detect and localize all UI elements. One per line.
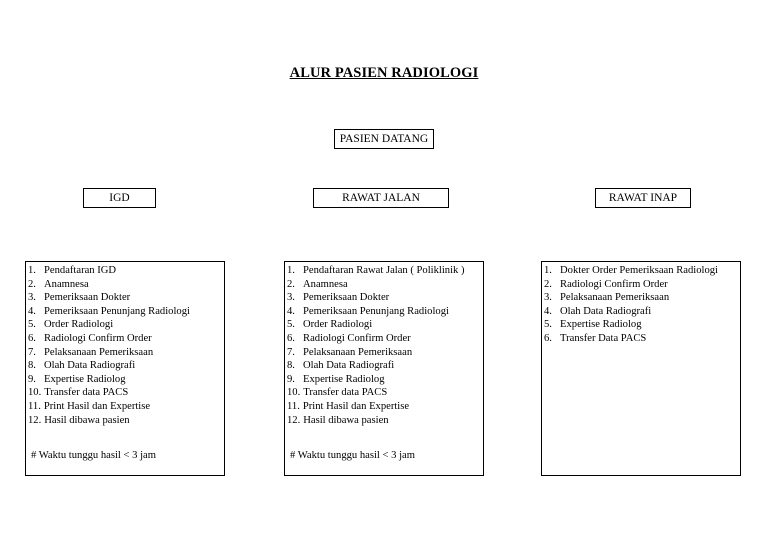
step-label: Print Hasil dan Expertise [43, 400, 151, 412]
step-label: Print Hasil dan Expertise [302, 400, 410, 412]
step-item [287, 373, 483, 387]
step-item [287, 291, 483, 305]
igd-wait-note: # Waktu tunggu hasil < 3 jam [31, 450, 156, 461]
step-number: 10. [28, 387, 42, 399]
step-item [287, 318, 483, 332]
step-item [28, 346, 224, 360]
step-item [544, 305, 740, 319]
step-item [287, 386, 483, 400]
step-item [287, 278, 483, 292]
step-label: Order Radiologi [44, 319, 114, 331]
step-number: 1. [544, 265, 552, 276]
step-number: 9. [287, 373, 295, 385]
branch-rawat-jalan-node: RAWAT JALAN [313, 188, 449, 208]
step-number: 3. [544, 292, 552, 304]
branch-rawat-inap-node: RAWAT INAP [595, 188, 691, 208]
step-label: Olah Data Radiografi [44, 360, 136, 372]
step-item [287, 400, 483, 414]
step-number: 5. [28, 319, 36, 331]
rawat-jalan-steps-panel [284, 261, 484, 476]
branch-igd-node: IGD [83, 188, 156, 208]
step-number: 6. [544, 332, 552, 344]
step-item [544, 264, 740, 278]
step-number: 6. [28, 332, 36, 344]
step-number: 2. [28, 278, 36, 290]
step-number: 4. [544, 305, 552, 317]
step-label: Radiologi Confirm Order [560, 278, 668, 290]
step-label: Olah Data Radiografi [303, 360, 395, 372]
step-label: Pemeriksaan Penunjang Radiologi [44, 305, 190, 317]
step-number: 5. [287, 319, 295, 331]
step-item [28, 291, 224, 305]
step-number: 12. [287, 414, 301, 426]
step-number: 9. [28, 373, 36, 385]
step-item [28, 264, 224, 278]
step-label: Radiologi Confirm Order [303, 332, 411, 344]
step-number: 2. [287, 278, 295, 290]
step-item [28, 305, 224, 319]
step-item [544, 278, 740, 292]
step-number: 12. [28, 414, 42, 426]
step-label: Pemeriksaan Penunjang Radiologi [303, 305, 449, 317]
step-item [287, 414, 483, 428]
step-item [544, 291, 740, 305]
step-item [28, 318, 224, 332]
step-label: Anamnesa [44, 278, 89, 290]
step-number: 11. [287, 400, 300, 412]
step-label: Pelaksanaan Pemeriksaan [303, 346, 413, 358]
step-label: Pelaksanaan Pemeriksaan [560, 292, 670, 304]
step-item [544, 332, 740, 346]
page-title: ALUR PASIEN RADIOLOGI [289, 65, 479, 81]
step-item [287, 359, 483, 373]
step-number: 8. [287, 360, 295, 372]
step-item [287, 332, 483, 346]
step-number: 7. [287, 346, 295, 358]
rawat-jalan-wait-note: # Waktu tunggu hasil < 3 jam [290, 450, 415, 461]
step-item [28, 373, 224, 387]
igd-steps-panel [25, 261, 225, 476]
step-number: 6. [287, 332, 295, 344]
step-label: Olah Data Radiografi [560, 305, 652, 317]
step-label: Pendaftaran IGD [44, 265, 117, 276]
step-item [28, 278, 224, 292]
start-node: PASIEN DATANG [334, 129, 434, 149]
step-number: 10. [287, 387, 301, 399]
step-label: Hasil dibawa pasien [44, 414, 130, 426]
step-label: Pemeriksaan Dokter [303, 292, 390, 304]
step-item [287, 305, 483, 319]
step-number: 1. [28, 265, 36, 276]
step-number: 1. [287, 265, 295, 276]
rawat-jalan-steps-list [287, 264, 483, 427]
step-label: Transfer data PACS [303, 387, 388, 399]
step-number: 5. [544, 319, 552, 331]
rawat-inap-steps-list [544, 264, 740, 346]
step-item [544, 318, 740, 332]
step-item [28, 400, 224, 414]
step-label: Expertise Radiolog [303, 373, 385, 385]
step-number: 3. [287, 292, 295, 304]
step-item [287, 264, 483, 278]
step-item [28, 414, 224, 428]
step-label: Order Radiologi [303, 319, 373, 331]
step-label: Transfer data PACS [44, 387, 129, 399]
step-number: 4. [287, 305, 295, 317]
step-number: 7. [28, 346, 36, 358]
step-item [28, 332, 224, 346]
step-label: Hasil dibawa pasien [303, 414, 389, 426]
step-label: Expertise Radiolog [560, 319, 642, 331]
igd-steps-list [28, 264, 224, 427]
step-number: 2. [544, 278, 552, 290]
step-label: Pemeriksaan Dokter [44, 292, 131, 304]
step-number: 11. [28, 400, 41, 412]
step-number: 8. [28, 360, 36, 372]
step-label: Pelaksanaan Pemeriksaan [44, 346, 154, 358]
step-label: Radiologi Confirm Order [44, 332, 152, 344]
step-number: 4. [28, 305, 36, 317]
step-label: Transfer Data PACS [560, 332, 647, 344]
step-number: 3. [28, 292, 36, 304]
step-label: Expertise Radiolog [44, 373, 126, 385]
step-label: Dokter Order Pemeriksaan Radiologi [560, 265, 718, 276]
step-label: Pendaftaran Rawat Jalan ( Poliklinik ) [303, 265, 465, 276]
step-label: Anamnesa [303, 278, 348, 290]
step-item [287, 346, 483, 360]
rawat-inap-steps-panel [541, 261, 741, 476]
step-item [28, 386, 224, 400]
step-item [28, 359, 224, 373]
